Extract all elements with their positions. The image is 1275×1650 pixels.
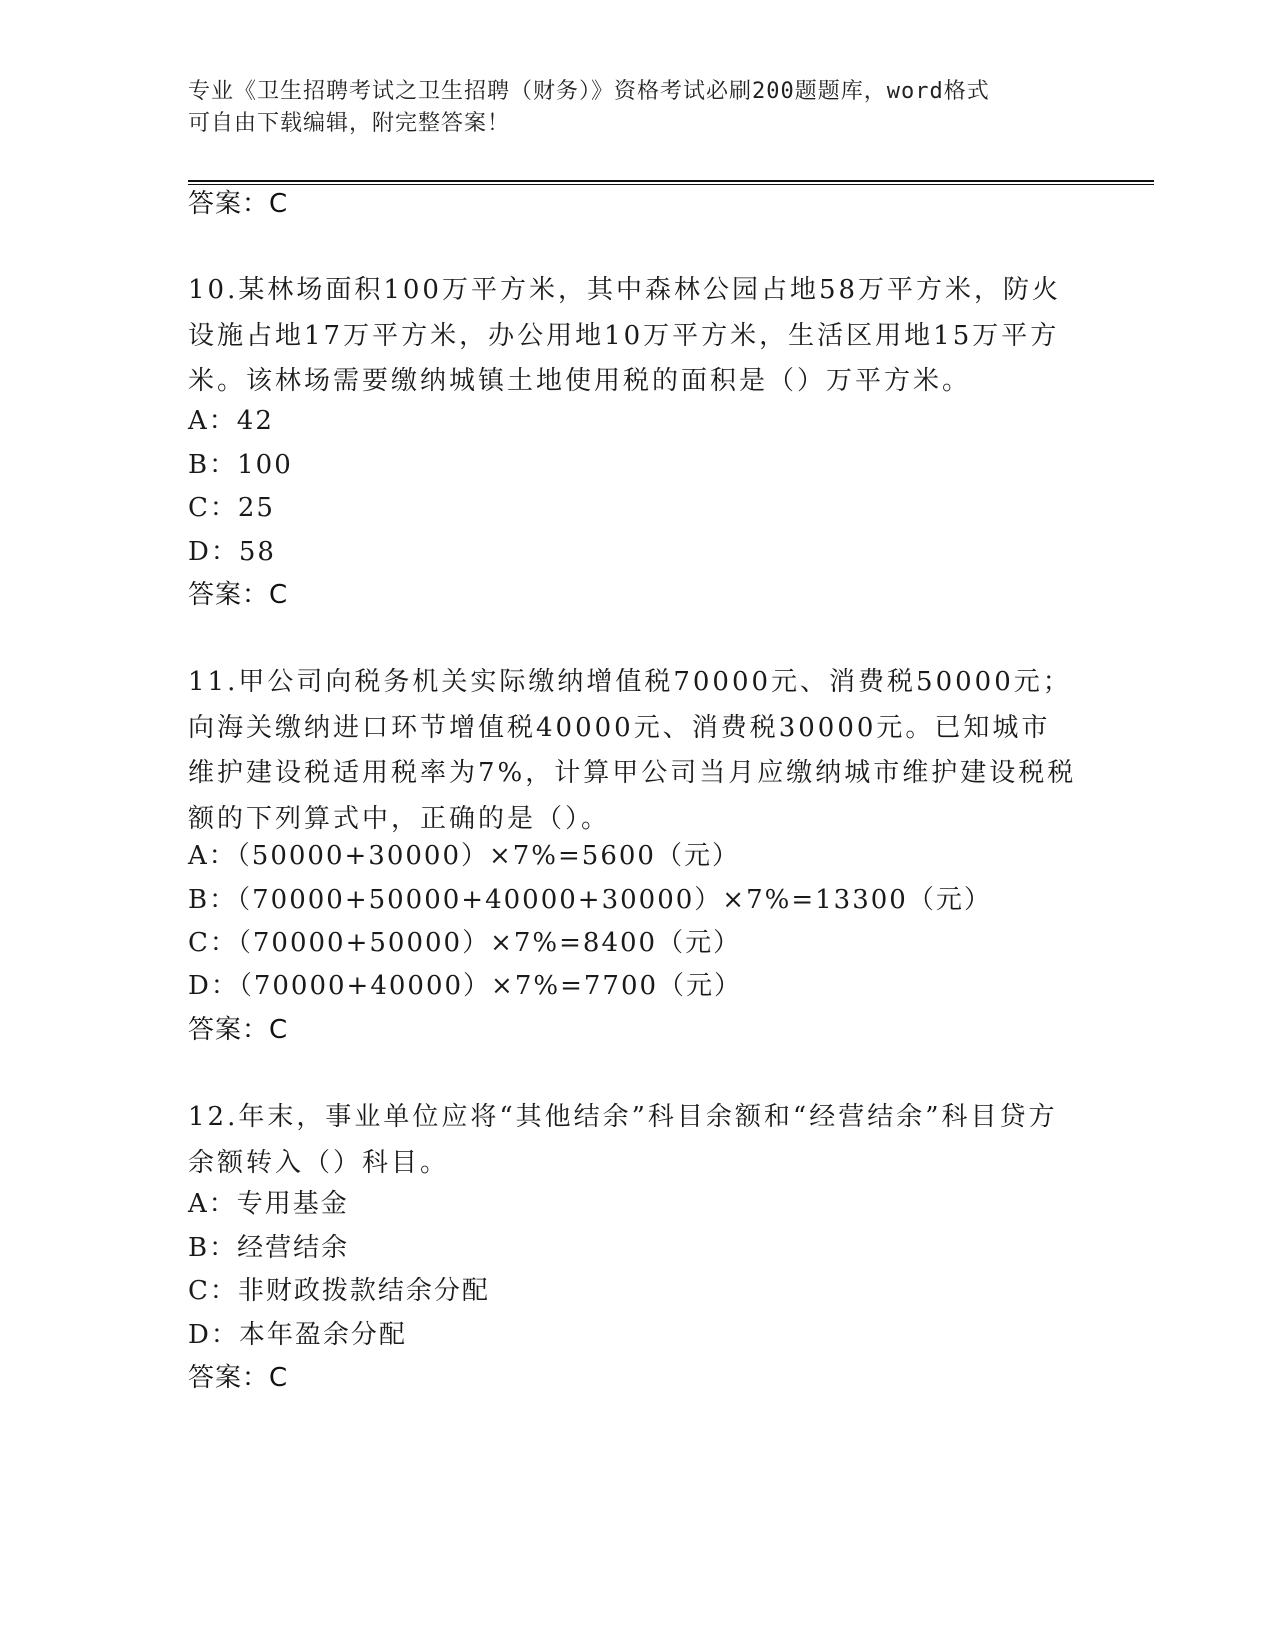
question-10-text: 10.某林场面积100万平方米，其中森林公园占地58万平方米，防火设施占地17万平方米，办公用地10万平方米，生活区用地15万平方米。该林场需要缴纳城镇土地使用税的面积是（）万平方米。 bbox=[188, 275, 1062, 396]
question-12-option-b: B：经营结余 bbox=[188, 1233, 350, 1263]
question-12-option-c: C：非财政拨款结余分配 bbox=[188, 1276, 490, 1306]
question-12-option-a: A：专用基金 bbox=[188, 1189, 349, 1219]
header-line-1: 专业《卫生招聘考试之卫生招聘（财务）》资格考试必刷200题题库，word格式 bbox=[188, 79, 990, 104]
answer-previous: 答案：C bbox=[188, 189, 289, 219]
document-header bbox=[188, 76, 1068, 140]
question-11-text: 11.甲公司向税务机关实际缴纳增值税70000元、消费税50000元；向海关缴纳进口环节增值税40000元、消费税30000元。已知城市维护建设税适用税率为7%，计算甲公司当月应缴纳城市维护建设税税额的下列算式中，正确的是（）。 bbox=[188, 667, 1077, 834]
question-12-text: 12.年末，事业单位应将“其他结余”科目余额和“经营结余”科目贷方余额转入（）科目。 bbox=[188, 1102, 1058, 1178]
question-12-option-d: D：本年盈余分配 bbox=[188, 1320, 407, 1350]
question-11-option-d: D：（70000+40000）×7%=7700（元） bbox=[188, 971, 743, 1001]
question-11-option-c: C：（70000+50000）×7%=8400（元） bbox=[188, 928, 742, 958]
question-10-option-d: D：58 bbox=[188, 537, 276, 567]
header-line-2: 可自由下载编辑，附完整答案！ bbox=[188, 111, 511, 136]
question-10-option-b: B：100 bbox=[188, 450, 293, 480]
question-12-answer: 答案：C bbox=[188, 1363, 289, 1393]
question-11-answer: 答案：C bbox=[188, 1015, 289, 1045]
question-10-option-c: C：25 bbox=[188, 493, 275, 523]
question-11-option-a: A：（50000+30000）×7%=5600（元） bbox=[188, 841, 740, 871]
question-10-option-a: A：42 bbox=[188, 406, 274, 436]
header-divider bbox=[188, 180, 1154, 182]
question-11-option-b: B：（70000+50000+40000+30000）×7%=13300（元） bbox=[188, 885, 992, 915]
question-10-answer: 答案：C bbox=[188, 580, 289, 610]
header-divider-thin bbox=[188, 184, 1154, 185]
